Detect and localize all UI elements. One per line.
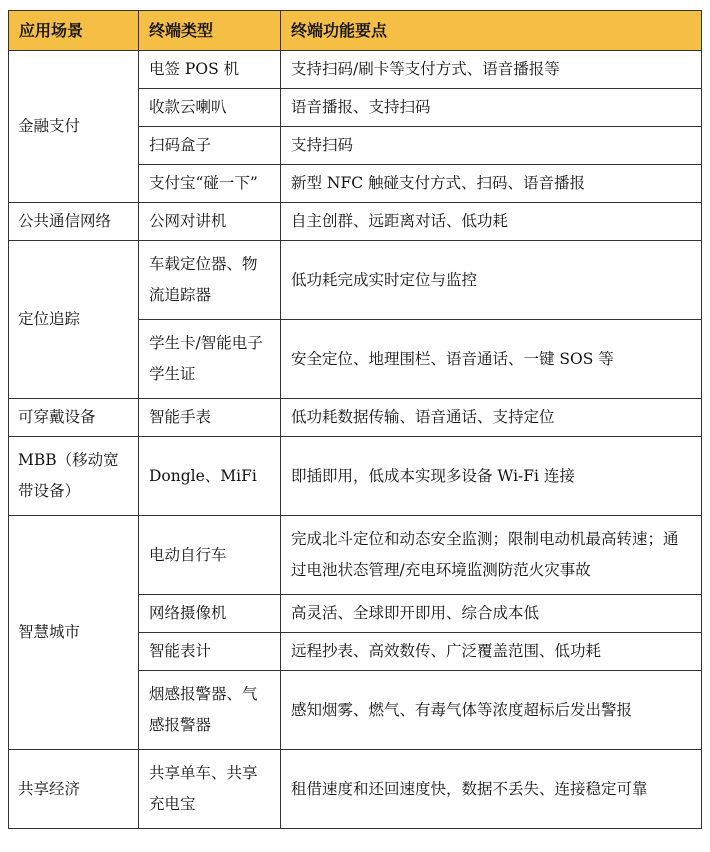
header-scene: 应用场景 [9, 11, 139, 51]
features-cell: 支持扫码 [281, 127, 702, 165]
scene-cell-public-network: 公共通信网络 [9, 203, 139, 241]
table-row [9, 241, 702, 320]
table-row [9, 399, 702, 437]
scene-cell-finance: 金融支付 [9, 51, 139, 203]
features-cell: 语音播报、支持扫码 [281, 89, 702, 127]
terminal-type-cell: 扫码盒子 [139, 127, 281, 165]
table-row [9, 437, 702, 516]
table-header-row [9, 11, 702, 51]
terminal-type-cell: 电签 POS 机 [139, 51, 281, 89]
terminal-type-cell: 烟感报警器、气感报警器 [139, 671, 281, 750]
scene-cell-wearable: 可穿戴设备 [9, 399, 139, 437]
features-cell: 租借速度和还回速度快，数据不丢失、连接稳定可靠 [281, 750, 702, 829]
features-cell: 低功耗数据传输、语音通话、支持定位 [281, 399, 702, 437]
terminal-type-cell: Dongle、MiFi [139, 437, 281, 516]
table-row [9, 750, 702, 829]
terminal-application-table [8, 10, 702, 829]
table-container [8, 10, 702, 829]
features-cell: 远程抄表、高效数传、广泛覆盖范围、低功耗 [281, 633, 702, 671]
features-cell: 自主创群、远距离对话、低功耗 [281, 203, 702, 241]
features-cell: 感知烟雾、燃气、有毒气体等浓度超标后发出警报 [281, 671, 702, 750]
table-row [9, 516, 702, 595]
terminal-type-cell: 公网对讲机 [139, 203, 281, 241]
terminal-type-cell: 智能表计 [139, 633, 281, 671]
features-cell: 完成北斗定位和动态安全监测；限制电动机最高转速；通过电池状态管理/充电环境监测防范火灾事故 [281, 516, 702, 595]
terminal-type-cell: 支付宝“碰一下” [139, 165, 281, 203]
scene-cell-smart-city: 智慧城市 [9, 516, 139, 750]
terminal-type-cell: 网络摄像机 [139, 595, 281, 633]
terminal-type-cell: 车载定位器、物流追踪器 [139, 241, 281, 320]
features-cell: 安全定位、地理围栏、语音通话、一键 SOS 等 [281, 320, 702, 399]
terminal-type-cell: 共享单车、共享充电宝 [139, 750, 281, 829]
scene-cell-mbb: MBB（移动宽带设备） [9, 437, 139, 516]
features-cell: 支持扫码/刷卡等支付方式、语音播报等 [281, 51, 702, 89]
scene-cell-sharing-economy: 共享经济 [9, 750, 139, 829]
features-cell: 即插即用，低成本实现多设备 Wi-Fi 连接 [281, 437, 702, 516]
header-features: 终端功能要点 [281, 11, 702, 51]
features-cell: 新型 NFC 触碰支付方式、扫码、语音播报 [281, 165, 702, 203]
scene-cell-tracking: 定位追踪 [9, 241, 139, 399]
header-terminal-type: 终端类型 [139, 11, 281, 51]
terminal-type-cell: 智能手表 [139, 399, 281, 437]
features-cell: 低功耗完成实时定位与监控 [281, 241, 702, 320]
terminal-type-cell: 收款云喇叭 [139, 89, 281, 127]
terminal-type-cell: 电动自行车 [139, 516, 281, 595]
terminal-type-cell: 学生卡/智能电子学生证 [139, 320, 281, 399]
table-row [9, 203, 702, 241]
features-cell: 高灵活、全球即开即用、综合成本低 [281, 595, 702, 633]
table-row [9, 51, 702, 89]
